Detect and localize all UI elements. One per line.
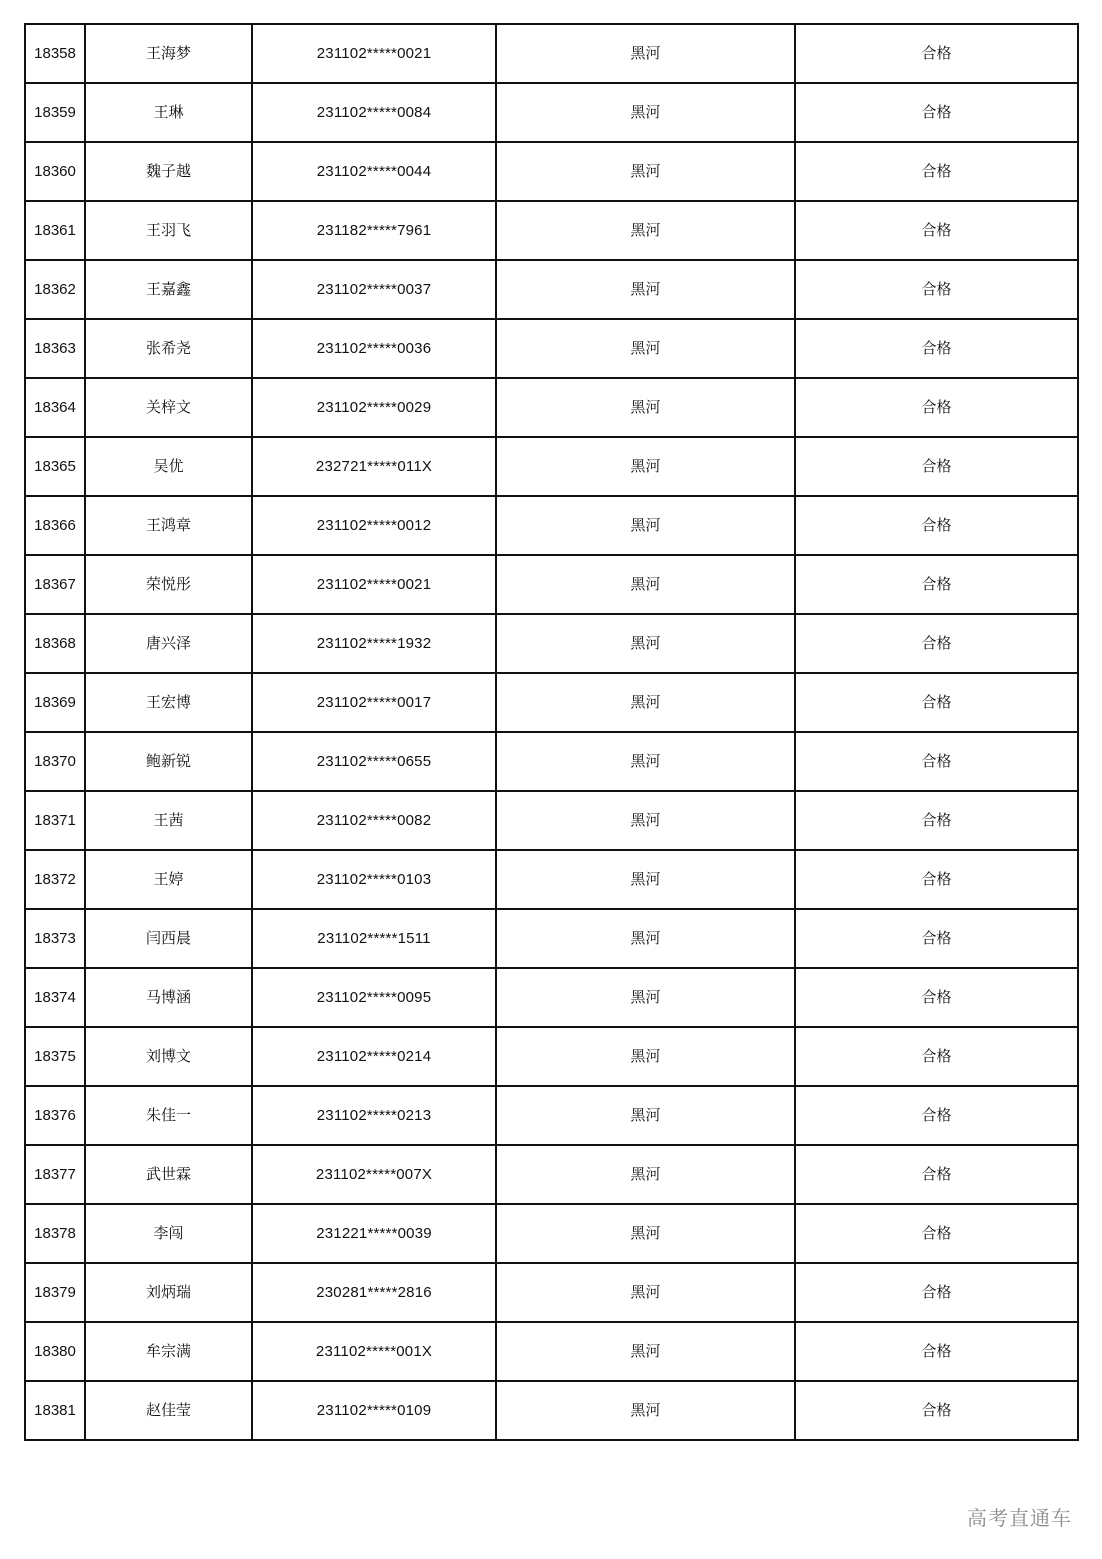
id-number: 232721*****011X	[252, 437, 496, 496]
city: 黑河	[496, 142, 795, 201]
row-number: 18374	[25, 968, 85, 1027]
result-status: 合格	[795, 437, 1078, 496]
table-row	[25, 673, 1078, 732]
id-number: 231102*****0082	[252, 791, 496, 850]
result-status: 合格	[795, 201, 1078, 260]
row-number: 18380	[25, 1322, 85, 1381]
table-row	[25, 614, 1078, 673]
result-status: 合格	[795, 850, 1078, 909]
city: 黑河	[496, 83, 795, 142]
table-row	[25, 1204, 1078, 1263]
row-number: 18362	[25, 260, 85, 319]
row-number: 18361	[25, 201, 85, 260]
person-name: 刘博文	[85, 1027, 252, 1086]
id-number: 230281*****2816	[252, 1263, 496, 1322]
id-number: 231221*****0039	[252, 1204, 496, 1263]
city: 黑河	[496, 1086, 795, 1145]
result-status: 合格	[795, 83, 1078, 142]
result-status: 合格	[795, 1086, 1078, 1145]
city: 黑河	[496, 24, 795, 83]
row-number: 18376	[25, 1086, 85, 1145]
result-status: 合格	[795, 791, 1078, 850]
person-name: 朱佳一	[85, 1086, 252, 1145]
person-name: 关梓文	[85, 378, 252, 437]
city: 黑河	[496, 614, 795, 673]
person-name: 荣悦彤	[85, 555, 252, 614]
row-number: 18359	[25, 83, 85, 142]
person-name: 张希尧	[85, 319, 252, 378]
city: 黑河	[496, 1381, 795, 1440]
watermark-text: 高考直通车	[967, 1506, 1072, 1530]
result-status: 合格	[795, 378, 1078, 437]
result-status: 合格	[795, 1381, 1078, 1440]
city: 黑河	[496, 1263, 795, 1322]
person-name: 闫西晨	[85, 909, 252, 968]
result-status: 合格	[795, 1027, 1078, 1086]
person-name: 刘炳瑞	[85, 1263, 252, 1322]
row-number: 18358	[25, 24, 85, 83]
city: 黑河	[496, 1204, 795, 1263]
row-number: 18365	[25, 437, 85, 496]
city: 黑河	[496, 496, 795, 555]
result-status: 合格	[795, 909, 1078, 968]
id-number: 231102*****0214	[252, 1027, 496, 1086]
result-status: 合格	[795, 614, 1078, 673]
id-number: 231102*****0037	[252, 260, 496, 319]
table-row	[25, 1145, 1078, 1204]
result-status: 合格	[795, 1322, 1078, 1381]
city: 黑河	[496, 909, 795, 968]
row-number: 18364	[25, 378, 85, 437]
roster-table	[24, 23, 1079, 1441]
person-name: 牟宗满	[85, 1322, 252, 1381]
row-number: 18375	[25, 1027, 85, 1086]
id-number: 231102*****1932	[252, 614, 496, 673]
city: 黑河	[496, 1027, 795, 1086]
person-name: 李闯	[85, 1204, 252, 1263]
person-name: 吴优	[85, 437, 252, 496]
result-status: 合格	[795, 1263, 1078, 1322]
id-number: 231102*****0213	[252, 1086, 496, 1145]
result-status: 合格	[795, 673, 1078, 732]
id-number: 231102*****0029	[252, 378, 496, 437]
id-number: 231102*****0044	[252, 142, 496, 201]
row-number: 18381	[25, 1381, 85, 1440]
table-row	[25, 142, 1078, 201]
person-name: 王海梦	[85, 24, 252, 83]
result-status: 合格	[795, 1145, 1078, 1204]
person-name: 武世霖	[85, 1145, 252, 1204]
id-number: 231102*****0103	[252, 850, 496, 909]
city: 黑河	[496, 850, 795, 909]
person-name: 王茜	[85, 791, 252, 850]
result-status: 合格	[795, 968, 1078, 1027]
table-row	[25, 909, 1078, 968]
result-status: 合格	[795, 142, 1078, 201]
table-row	[25, 1027, 1078, 1086]
city: 黑河	[496, 260, 795, 319]
city: 黑河	[496, 378, 795, 437]
city: 黑河	[496, 201, 795, 260]
table-row	[25, 83, 1078, 142]
city: 黑河	[496, 437, 795, 496]
table-row	[25, 260, 1078, 319]
city: 黑河	[496, 1145, 795, 1204]
table-row	[25, 732, 1078, 791]
person-name: 王婷	[85, 850, 252, 909]
result-status: 合格	[795, 732, 1078, 791]
table-row	[25, 555, 1078, 614]
result-status: 合格	[795, 555, 1078, 614]
row-number: 18370	[25, 732, 85, 791]
city: 黑河	[496, 319, 795, 378]
person-name: 王琳	[85, 83, 252, 142]
person-name: 魏子越	[85, 142, 252, 201]
row-number: 18379	[25, 1263, 85, 1322]
table-row	[25, 968, 1078, 1027]
table-row	[25, 1381, 1078, 1440]
row-number: 18360	[25, 142, 85, 201]
id-number: 231102*****0021	[252, 555, 496, 614]
result-status: 合格	[795, 24, 1078, 83]
person-name: 赵佳莹	[85, 1381, 252, 1440]
row-number: 18367	[25, 555, 85, 614]
table-row	[25, 319, 1078, 378]
city: 黑河	[496, 673, 795, 732]
table-row	[25, 1263, 1078, 1322]
id-number: 231102*****0095	[252, 968, 496, 1027]
row-number: 18373	[25, 909, 85, 968]
id-number: 231102*****0012	[252, 496, 496, 555]
roster-body	[25, 24, 1078, 1440]
person-name: 王羽飞	[85, 201, 252, 260]
row-number: 18372	[25, 850, 85, 909]
result-status: 合格	[795, 319, 1078, 378]
table-row	[25, 850, 1078, 909]
result-status: 合格	[795, 260, 1078, 319]
table-row	[25, 791, 1078, 850]
city: 黑河	[496, 732, 795, 791]
row-number: 18368	[25, 614, 85, 673]
result-status: 合格	[795, 496, 1078, 555]
id-number: 231102*****0036	[252, 319, 496, 378]
table-row	[25, 378, 1078, 437]
id-number: 231102*****0109	[252, 1381, 496, 1440]
id-number: 231102*****0021	[252, 24, 496, 83]
table-row	[25, 1086, 1078, 1145]
row-number: 18378	[25, 1204, 85, 1263]
id-number: 231102*****0655	[252, 732, 496, 791]
row-number: 18377	[25, 1145, 85, 1204]
id-number: 231102*****0017	[252, 673, 496, 732]
city: 黑河	[496, 791, 795, 850]
person-name: 王嘉鑫	[85, 260, 252, 319]
person-name: 唐兴泽	[85, 614, 252, 673]
result-status: 合格	[795, 1204, 1078, 1263]
row-number: 18371	[25, 791, 85, 850]
person-name: 鲍新锐	[85, 732, 252, 791]
id-number: 231102*****0084	[252, 83, 496, 142]
person-name: 王鸿章	[85, 496, 252, 555]
table-row	[25, 24, 1078, 83]
id-number: 231102*****007X	[252, 1145, 496, 1204]
row-number: 18363	[25, 319, 85, 378]
table-row	[25, 1322, 1078, 1381]
roster-sheet	[24, 23, 1077, 1441]
row-number: 18366	[25, 496, 85, 555]
city: 黑河	[496, 968, 795, 1027]
person-name: 王宏博	[85, 673, 252, 732]
table-row	[25, 201, 1078, 260]
person-name: 马博涵	[85, 968, 252, 1027]
id-number: 231182*****7961	[252, 201, 496, 260]
id-number: 231102*****001X	[252, 1322, 496, 1381]
city: 黑河	[496, 1322, 795, 1381]
id-number: 231102*****1511	[252, 909, 496, 968]
table-row	[25, 496, 1078, 555]
city: 黑河	[496, 555, 795, 614]
table-row	[25, 437, 1078, 496]
row-number: 18369	[25, 673, 85, 732]
